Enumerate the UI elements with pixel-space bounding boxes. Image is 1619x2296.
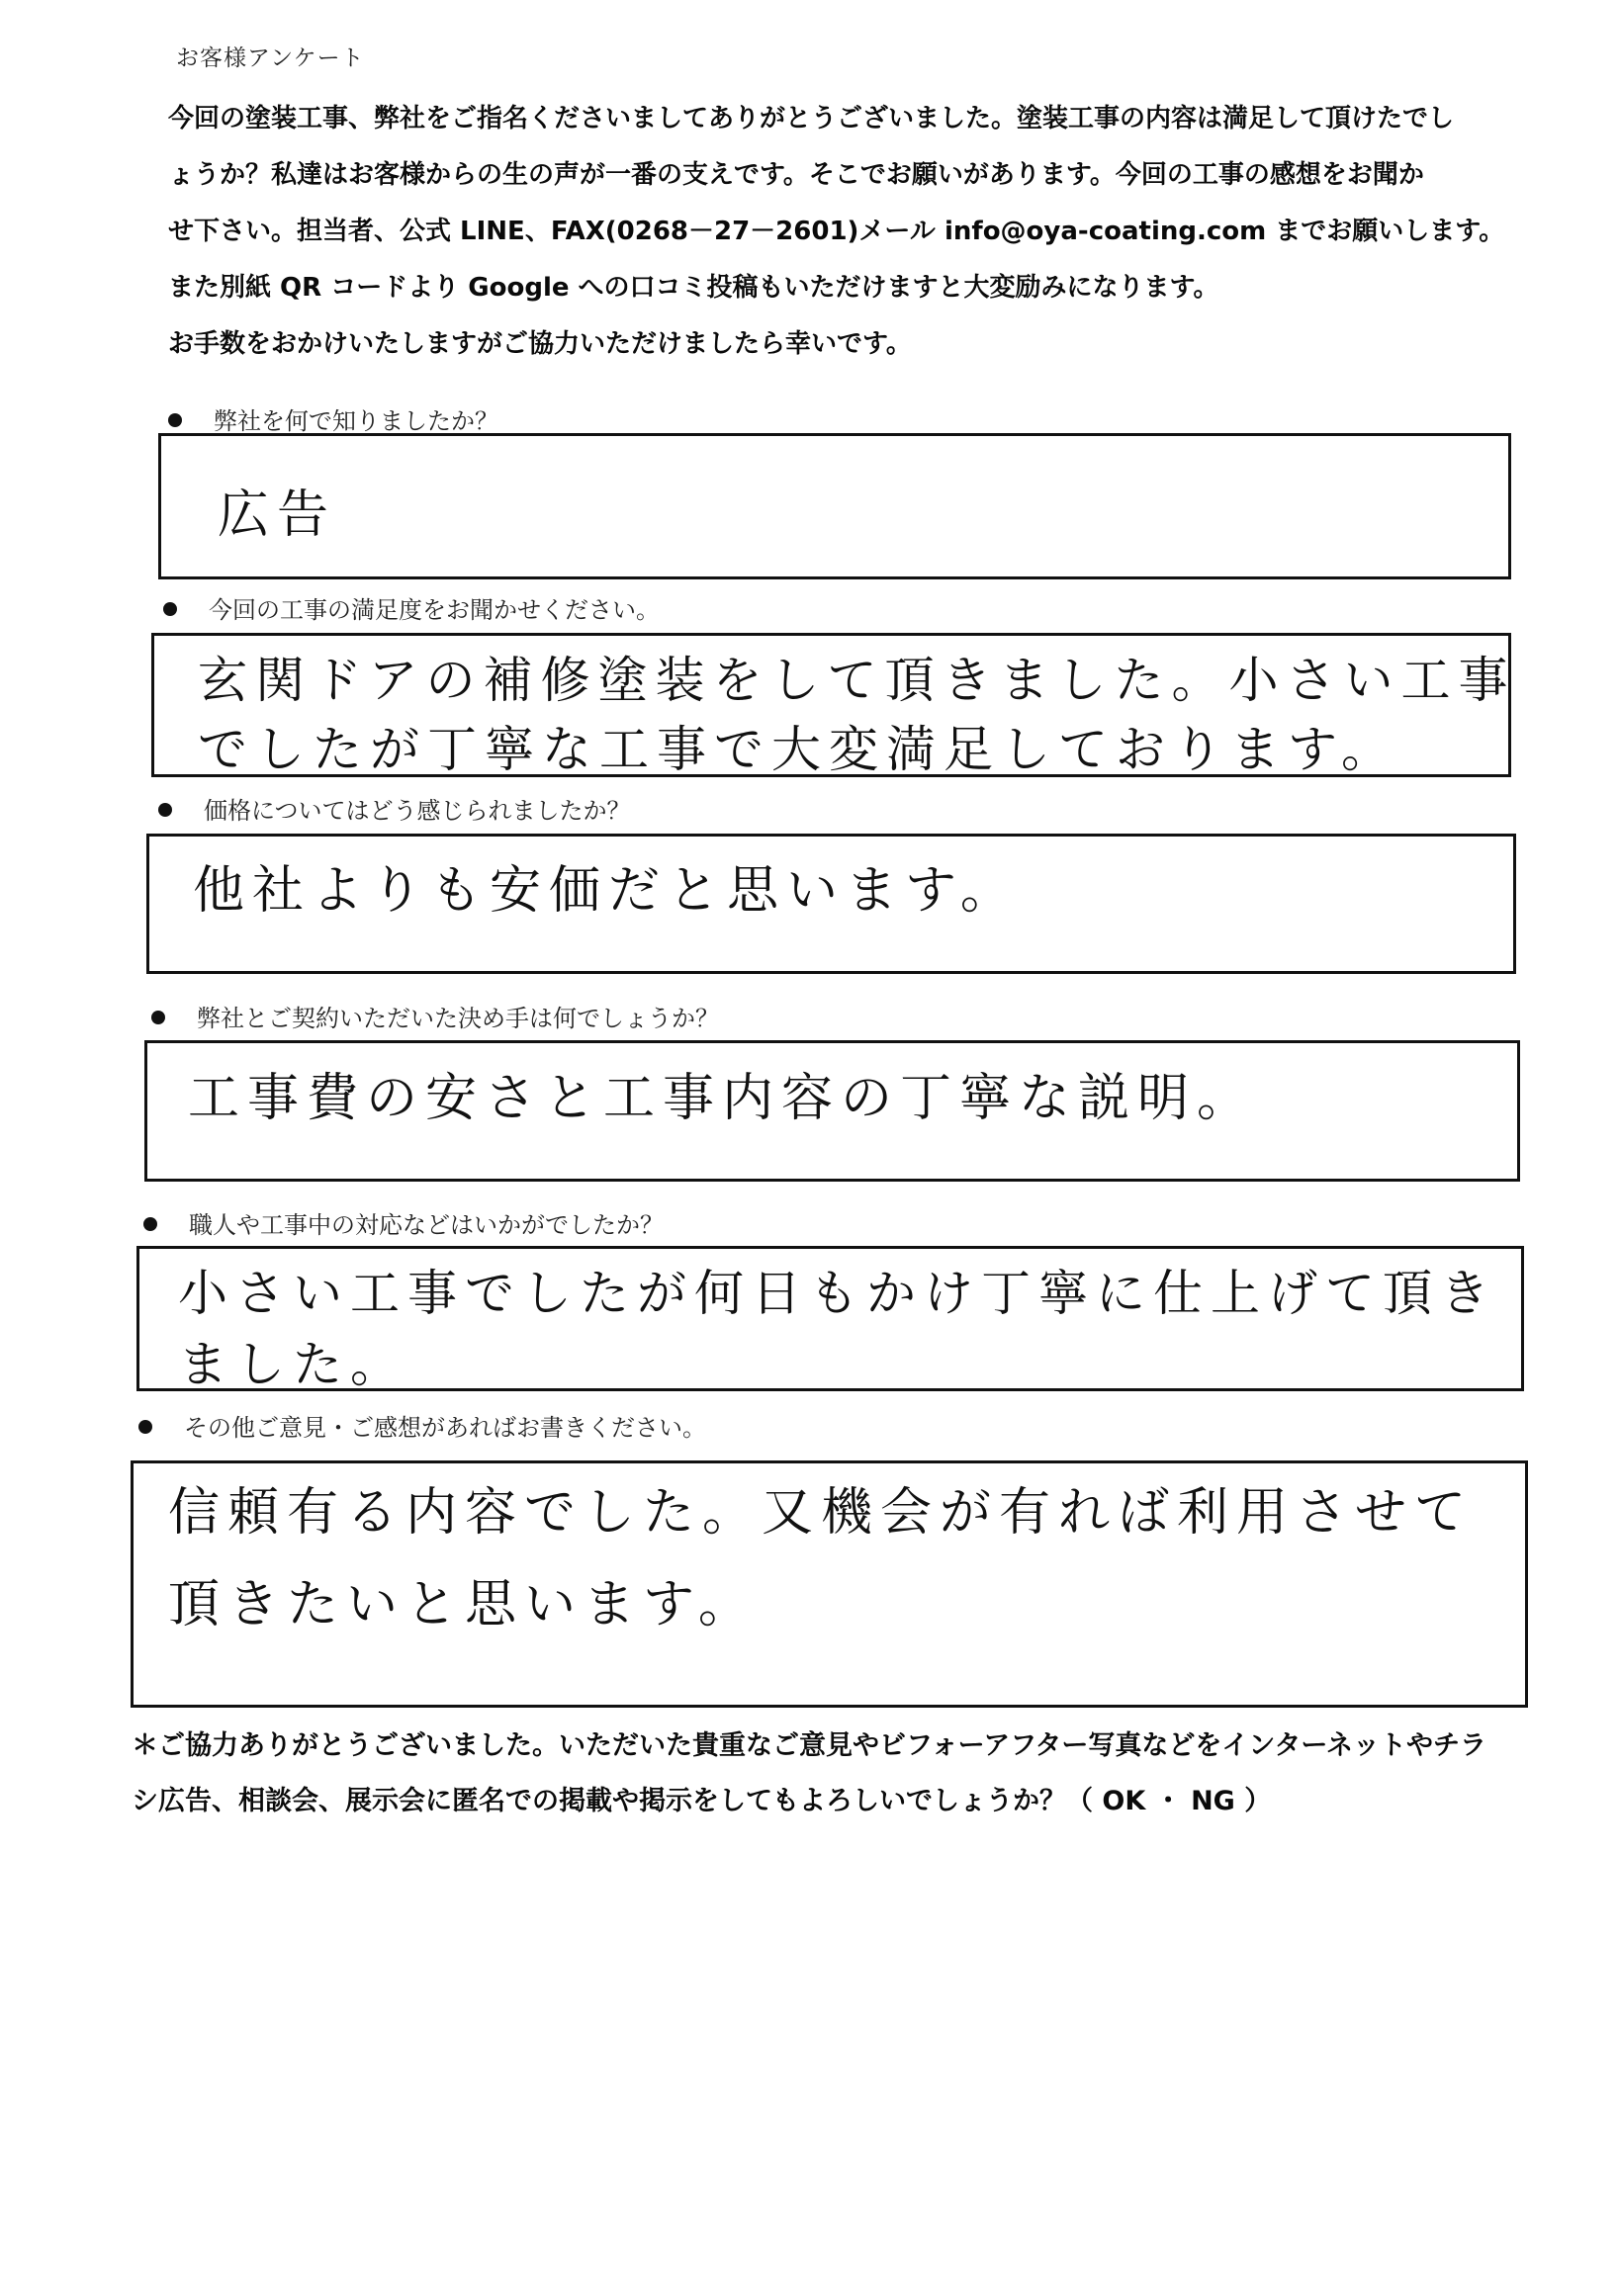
intro-line: せ下さい。担当者、公式 LINE、FAX(0268－27－2601)メール info@oya-coating.com までお願いします。: [168, 217, 1505, 246]
bullet-icon: [138, 1420, 152, 1434]
question-text: 今回の工事の満足度をお聞かせください。: [209, 596, 660, 624]
survey-title: お客様アンケート: [176, 45, 365, 71]
footer-line: シ広告、相談会、展示会に匿名での掲載や掲示をしてもよろしいでしょうか？（ OK ・ NG ）: [132, 1786, 1272, 1816]
question-6: [138, 1408, 706, 1443]
intro-paragraph: [168, 91, 1533, 373]
question-3: [158, 791, 631, 826]
question-text: 弊社を何で知りましたか？: [214, 407, 498, 435]
question-1: [168, 401, 498, 436]
bullet-icon: [143, 1217, 157, 1231]
bullet-icon: [158, 803, 172, 817]
intro-line: 今回の塗装工事、弊社をご指名くださいましてありがとうございました。塗装工事の内容は満足して頂けたでし: [168, 104, 1455, 133]
handwritten-answer: でしたが丁寧な工事で大変満足しております。: [198, 721, 1398, 778]
handwritten-answer: 工事費の安さと工事内容の丁寧な説明。: [188, 1069, 1257, 1128]
question-text: 価格についてはどう感じられましたか？: [204, 797, 631, 825]
question-text: 職人や工事中の対応などはいかがでしたか？: [189, 1211, 664, 1239]
intro-line: ょうか？私達はお客様からの生の声が一番の支えです。そこでお願いがあります。今回の工事の感想をお聞か: [168, 160, 1424, 190]
bullet-icon: [151, 1011, 165, 1024]
handwritten-answer: 広告: [218, 486, 337, 545]
handwritten-answer: 頂きたいと思います。: [168, 1575, 758, 1634]
bullet-icon: [168, 413, 182, 427]
question-4: [151, 999, 719, 1033]
question-text: 弊社とご契約いただいた決め手は何でしょうか？: [197, 1005, 719, 1032]
handwritten-answer: 小さい工事でしたが何日もかけ丁寧に仕上げて頂き: [178, 1265, 1497, 1322]
question-2: [163, 590, 660, 625]
question-text: その他ご意見・ご感想があればお書きください。: [184, 1414, 706, 1442]
handwritten-answer: 他社よりも安価だと思います。: [193, 861, 1020, 921]
intro-line: また別紙 QR コードより Google への口コミ投稿もいただけますと大変励みになります。: [168, 273, 1219, 303]
answer-box-1: [158, 433, 1511, 579]
intro-line: お手数をおかけいたしますがご協力いただけましたら幸いです。: [168, 329, 912, 359]
consent-note: [132, 1719, 1556, 1829]
question-5: [143, 1205, 664, 1240]
handwritten-answer: ました。: [178, 1336, 407, 1393]
footer-line: ＊ご協力ありがとうございました。いただいた貴重なご意見やビフォーアフター写真などをインターネットやチラ: [132, 1730, 1486, 1761]
handwritten-answer: 信頼有る内容でした。又機会が有れば利用させて: [168, 1483, 1475, 1543]
handwritten-answer: 玄関ドアの補修塗装をして頂きました。小さい工事: [198, 652, 1516, 709]
bullet-icon: [163, 602, 177, 616]
